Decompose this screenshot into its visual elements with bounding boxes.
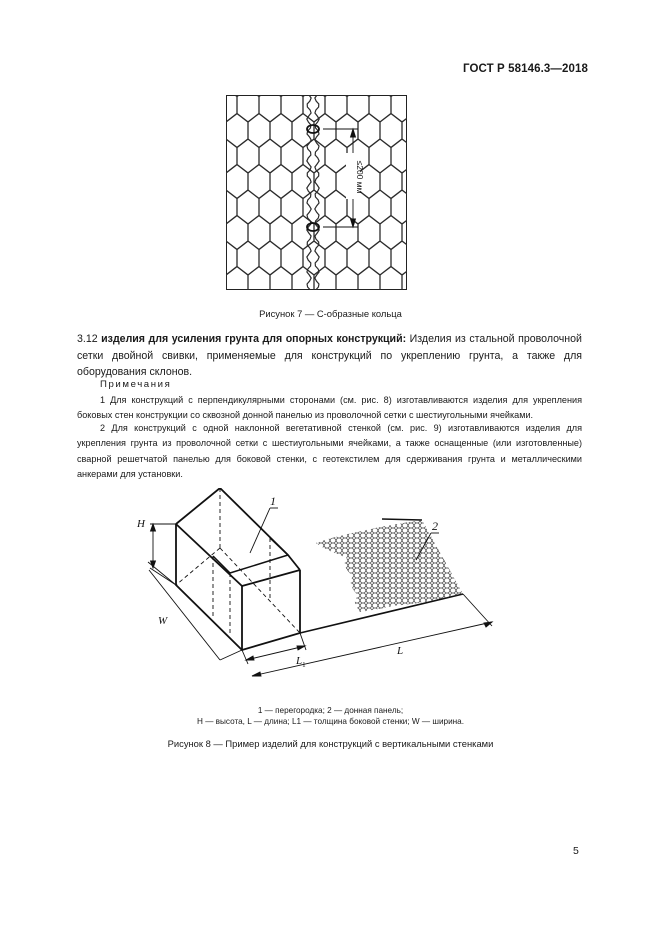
note-1: 1 Для конструкций с перпендикулярными сторонами (см. рис. 8) изготавливаются изделия для укрепления боковых стен конструкции со сквозной донной панелью из проволочной сетки с шестиугольными ячейками. xyxy=(77,395,582,421)
section-3-12 xyxy=(77,331,582,381)
label-l1: $L_1$ xyxy=(296,655,306,669)
dimension-label: ≤200 мм xyxy=(355,160,365,194)
label-l: L xyxy=(397,645,404,657)
legend-line-2: H — высота, L — длина; L1 — толщина боковой стенки; W — ширина. xyxy=(197,717,464,727)
label-h: H xyxy=(137,518,145,530)
section-definition: Изделия из стальной проволочной сетки двойной свивки, применяемые для конструкций по укреплению грунта, а также для оборудования склонов. xyxy=(77,333,582,378)
note-2: 2 Для конструкций с одной наклонной вегетативной стенкой (см. рис. 9) изготавливаются изделия для укрепления грунта из проволочной сетки с шестиугольными ячейками, а также оснащенные (или изготовленные) сварной решетчатой панелью для боковой стенки, с геотекстилем для сдерживания грунта и металлическими анкерами для установки. xyxy=(77,423,582,479)
legend-line-1: 1 — перегородка; 2 — донная панель; xyxy=(257,706,404,715)
label-part-1: 1 xyxy=(270,494,276,508)
section-term: изделия для усиления грунта для опорных конструкций: xyxy=(101,333,407,345)
page-number: 5 xyxy=(573,845,579,857)
dimension-w xyxy=(148,562,242,660)
figure-8-legend xyxy=(0,705,661,728)
figure-7-caption: Рисунок 7 — С-образные кольца xyxy=(259,308,402,319)
label-w: W xyxy=(158,615,168,627)
gabion-box xyxy=(176,488,300,650)
notes-heading: Примечания xyxy=(100,379,172,390)
label-part-2: 2 xyxy=(432,519,438,533)
figure-8-caption: Рисунок 8 — Пример изделий для конструкций с вертикальными стенками xyxy=(167,738,494,749)
mesh-hatching xyxy=(310,513,470,618)
document-header: ГОСТ Р 58146.3—2018 xyxy=(463,63,588,75)
section-number: 3.12 xyxy=(77,333,98,345)
figure-7-mesh-drawing xyxy=(226,95,407,290)
figure-8-drawing xyxy=(120,488,500,688)
